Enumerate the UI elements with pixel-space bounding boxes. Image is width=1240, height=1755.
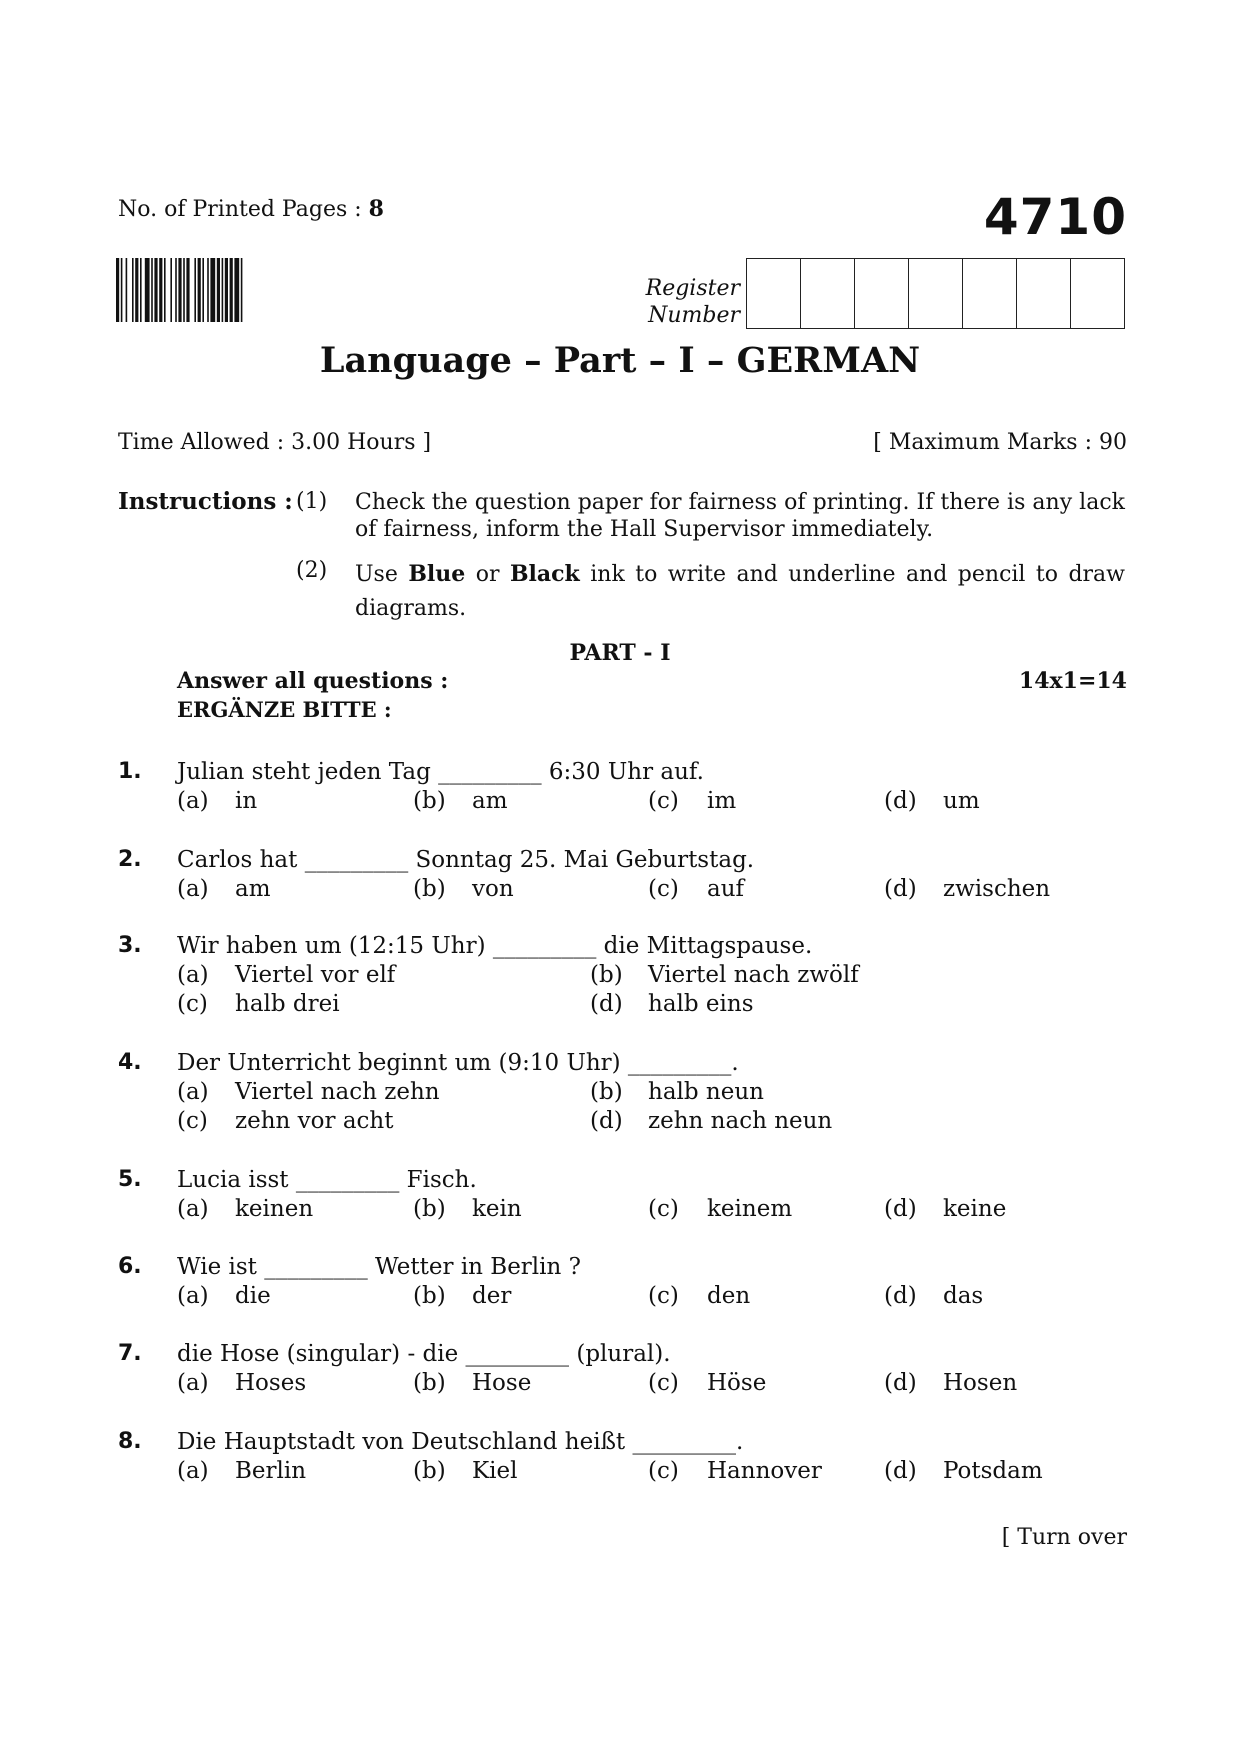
barcode-bar: [159, 258, 162, 322]
option-text: Viertel nach zwölf: [648, 962, 859, 988]
option-text: kein: [472, 1196, 522, 1222]
barcode-bar: [230, 258, 233, 322]
register-number-boxes: [746, 258, 1125, 329]
option-letter: (b): [590, 962, 623, 988]
option-letter: (c): [648, 1370, 679, 1396]
option-letter: (a): [177, 876, 209, 902]
printed-pages: [118, 196, 384, 222]
question-number: 5.: [118, 1167, 142, 1192]
paper-title: Language – Part – I – GERMAN: [319, 340, 921, 381]
section-subheading: ERGÄNZE BITTE :: [177, 697, 392, 722]
option-text: Viertel vor elf: [235, 962, 396, 988]
answer-all-label: Answer all questions :: [177, 668, 449, 694]
barcode-bar: [164, 258, 166, 322]
instruction-number: (2): [296, 558, 328, 583]
maximum-marks: [ Maximum Marks : 90: [873, 430, 1127, 455]
instruction-text: [355, 557, 1125, 626]
option-letter: (a): [177, 788, 209, 814]
option-text: Berlin: [235, 1458, 307, 1484]
barcode-bar: [194, 258, 196, 322]
option-letter: (d): [884, 876, 917, 902]
option-text: Hoses: [235, 1370, 307, 1396]
register-digit-box[interactable]: [963, 259, 1017, 328]
option-letter: (c): [648, 1458, 679, 1484]
option-letter: (b): [413, 1370, 446, 1396]
barcode-bar: [121, 258, 123, 322]
option-letter: (b): [413, 788, 446, 814]
register-digit-box[interactable]: [855, 259, 909, 328]
barcode-bar: [225, 258, 228, 322]
turn-over-note: [ Turn over: [1001, 1525, 1127, 1550]
question-number: 2.: [118, 847, 142, 872]
option-text: zehn nach neun: [648, 1108, 833, 1134]
option-text: Viertel nach zehn: [235, 1079, 440, 1105]
barcode-bar: [241, 258, 243, 322]
option-letter: (d): [884, 788, 917, 814]
option-text: Höse: [707, 1370, 767, 1396]
register-digit-box[interactable]: [801, 259, 855, 328]
option-text: halb drei: [235, 991, 340, 1017]
option-text: Potsdam: [943, 1458, 1043, 1484]
option-letter: (d): [590, 1108, 623, 1134]
question-number: 1.: [118, 759, 142, 784]
option-text: der: [472, 1283, 512, 1309]
register-digit-box[interactable]: [1017, 259, 1071, 328]
barcode-bar: [140, 258, 142, 322]
option-text: keine: [943, 1196, 1007, 1222]
barcode-image: [116, 258, 306, 322]
barcode-bar: [234, 258, 239, 322]
barcode-bar: [217, 258, 220, 322]
register-digit-box[interactable]: [747, 259, 801, 328]
barcode-bar: [207, 258, 209, 322]
register-label-line2: Number: [648, 303, 740, 328]
instruction-text-pre: Use: [355, 562, 409, 587]
option-letter: (c): [177, 1108, 208, 1134]
part-heading: PART - I: [569, 640, 671, 666]
register-digit-box[interactable]: [1071, 259, 1124, 328]
option-letter: (a): [177, 1458, 209, 1484]
option-letter: (c): [648, 788, 679, 814]
register-number-label: [600, 275, 740, 329]
question-text: Der Unterricht beginnt um (9:10 Uhr) _________.: [177, 1050, 739, 1076]
option-text: Kiel: [472, 1458, 518, 1484]
barcode-bar: [222, 258, 224, 322]
option-letter: (b): [413, 1283, 446, 1309]
barcode-bar: [175, 258, 177, 322]
option-letter: (a): [177, 1283, 209, 1309]
barcode-bar: [170, 258, 172, 322]
option-text: das: [943, 1283, 984, 1309]
option-letter: (a): [177, 962, 209, 988]
option-text: die: [235, 1283, 271, 1309]
barcode-bar: [126, 258, 128, 322]
barcode-bar: [178, 258, 181, 322]
question-text: Wie ist _________ Wetter in Berlin ?: [177, 1254, 581, 1280]
question-text: Julian steht jeden Tag _________ 6:30 Uhr auf.: [177, 759, 704, 785]
option-text: Hose: [472, 1370, 532, 1396]
barcode-bar: [145, 258, 150, 322]
option-letter: (d): [590, 991, 623, 1017]
option-letter: (c): [177, 991, 208, 1017]
barcode-bar: [183, 258, 185, 322]
option-text: zwischen: [943, 876, 1051, 902]
instruction-blue: Blue: [408, 561, 466, 587]
question-number: 8.: [118, 1429, 142, 1454]
question-number: 7.: [118, 1341, 142, 1366]
question-text: Die Hauptstadt von Deutschland heißt _________.: [177, 1429, 744, 1455]
option-text: von: [472, 876, 514, 902]
score-label: 14x1=14: [1018, 668, 1127, 694]
instructions-label: Instructions :: [118, 488, 293, 515]
printed-pages-value: 8: [368, 196, 384, 222]
option-letter: (d): [884, 1196, 917, 1222]
time-allowed: Time Allowed : 3.00 Hours ]: [118, 430, 432, 455]
option-text: Hannover: [707, 1458, 822, 1484]
option-text: halb neun: [648, 1079, 764, 1105]
barcode-bar: [186, 258, 189, 322]
option-text: keinem: [707, 1196, 793, 1222]
option-text: zehn vor acht: [235, 1108, 394, 1134]
register-digit-box[interactable]: [909, 259, 963, 328]
option-text: am: [472, 788, 508, 814]
option-letter: (b): [413, 1458, 446, 1484]
option-letter: (b): [413, 1196, 446, 1222]
question-number: 3.: [118, 933, 142, 958]
option-text: im: [707, 788, 737, 814]
barcode-bar: [151, 258, 153, 322]
option-letter: (c): [648, 1283, 679, 1309]
question-text: Lucia isst _________ Fisch.: [177, 1167, 477, 1193]
question-number: 6.: [118, 1254, 142, 1279]
printed-pages-label: No. of Printed Pages :: [118, 197, 362, 222]
option-text: keinen: [235, 1196, 314, 1222]
option-letter: (c): [648, 876, 679, 902]
question-text: Wir haben um (12:15 Uhr) _________ die Mittagspause.: [177, 933, 813, 959]
instruction-text: Check the question paper for fairness of printing. If there is any lack of fairness, inform the Hall Supervisor immediately.: [355, 490, 1125, 542]
instruction-text-post: ink to write and underline and pencil to draw diagrams.: [355, 562, 1126, 621]
barcode-bar: [154, 258, 157, 322]
instruction-number: (1): [296, 489, 328, 514]
option-letter: (d): [884, 1458, 917, 1484]
question-text: die Hose (singular) - die _________ (plural).: [177, 1341, 671, 1367]
barcode-bar: [198, 258, 201, 322]
option-letter: (b): [590, 1079, 623, 1105]
option-text: in: [235, 788, 258, 814]
barcode-bar: [116, 258, 119, 322]
question-text: Carlos hat _________ Sonntag 25. Mai Geburtstag.: [177, 847, 755, 873]
option-letter: (d): [884, 1370, 917, 1396]
option-letter: (d): [884, 1283, 917, 1309]
option-text: den: [707, 1283, 751, 1309]
barcode-bar: [135, 258, 138, 322]
instruction-or: or: [465, 562, 510, 587]
option-letter: (a): [177, 1079, 209, 1105]
option-text: am: [235, 876, 271, 902]
option-letter: (a): [177, 1370, 209, 1396]
option-text: um: [943, 788, 980, 814]
barcode-bar: [210, 258, 215, 322]
paper-code: 4710: [983, 188, 1127, 246]
barcode-bar: [132, 258, 134, 322]
option-text: auf: [707, 876, 745, 902]
option-letter: (c): [648, 1196, 679, 1222]
instruction-black: Black: [509, 561, 580, 587]
option-letter: (a): [177, 1196, 209, 1222]
option-letter: (b): [413, 876, 446, 902]
option-text: halb eins: [648, 991, 754, 1017]
question-number: 4.: [118, 1050, 142, 1075]
barcode-bar: [202, 258, 204, 322]
option-text: Hosen: [943, 1370, 1018, 1396]
register-label-line1: Register: [645, 276, 740, 301]
